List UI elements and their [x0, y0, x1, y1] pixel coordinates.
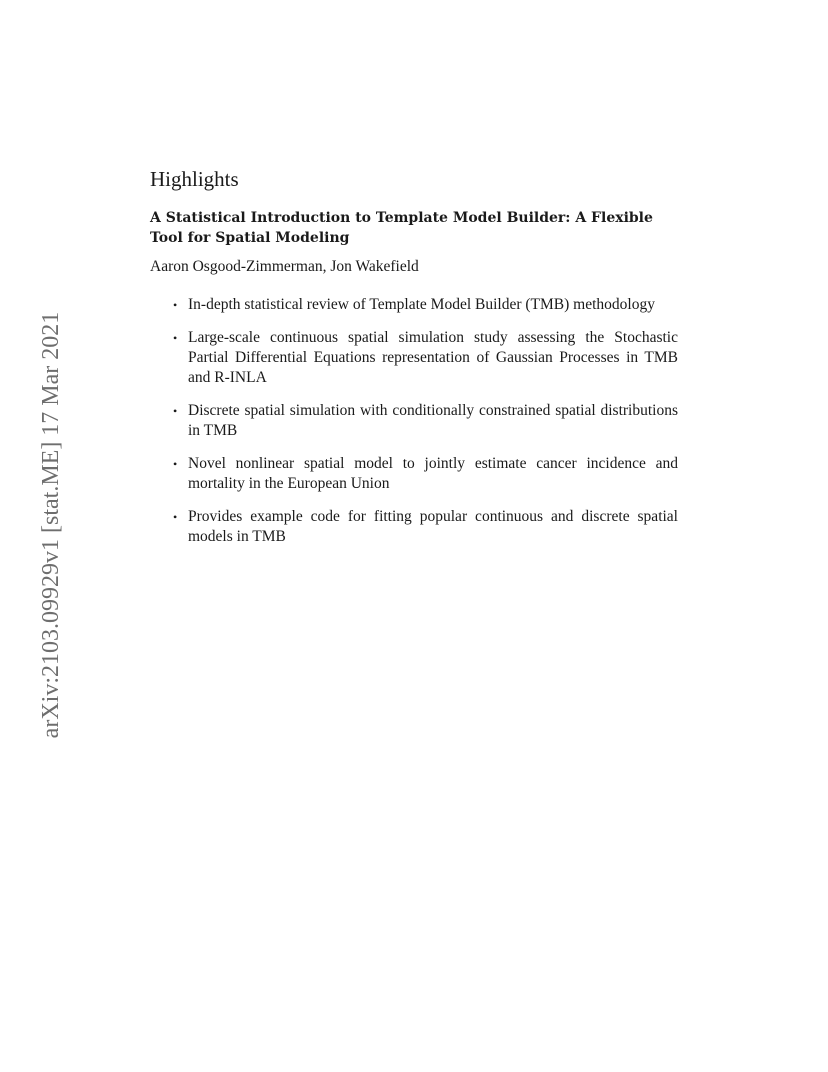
arxiv-identifier-stamp [36, 280, 66, 770]
bullet-icon: • [173, 331, 178, 345]
bullet-icon: • [173, 404, 178, 418]
highlight-item [173, 507, 678, 547]
highlight-text: Discrete spatial simulation with conditionally constrained spatial distributions in TMB [188, 402, 678, 439]
highlight-text: Novel nonlinear spatial model to jointly estimate cancer incidence and mortality in the European Union [188, 455, 678, 492]
paper-title: A Statistical Introduction to Template Model Builder: A Flexible Tool for Spatial Modeling [150, 210, 653, 246]
highlight-text: In-depth statistical review of Template Model Builder (TMB) methodology [188, 296, 655, 313]
bullet-icon: • [173, 298, 178, 312]
highlight-item [173, 401, 678, 441]
highlight-text: Provides example code for fitting popular continuous and discrete spatial models in TMB [188, 508, 678, 545]
bullet-icon: • [173, 510, 178, 524]
highlights-list [150, 295, 678, 547]
arxiv-identifier-text: arXiv:2103.09929v1 [stat.ME] 17 Mar 2021 [38, 311, 64, 739]
highlight-text: Large-scale continuous spatial simulation study assessing the Stochastic Partial Differential Equations representation of Gaussian Processes in TMB and R-INLA [188, 329, 678, 386]
section-heading: Highlights [150, 167, 239, 191]
author-list: Aaron Osgood-Zimmerman, Jon Wakefield [150, 258, 419, 275]
highlight-item [173, 295, 678, 315]
highlight-item [173, 328, 678, 388]
highlight-item [173, 454, 678, 494]
highlights-section [150, 164, 678, 560]
bullet-icon: • [173, 457, 178, 471]
